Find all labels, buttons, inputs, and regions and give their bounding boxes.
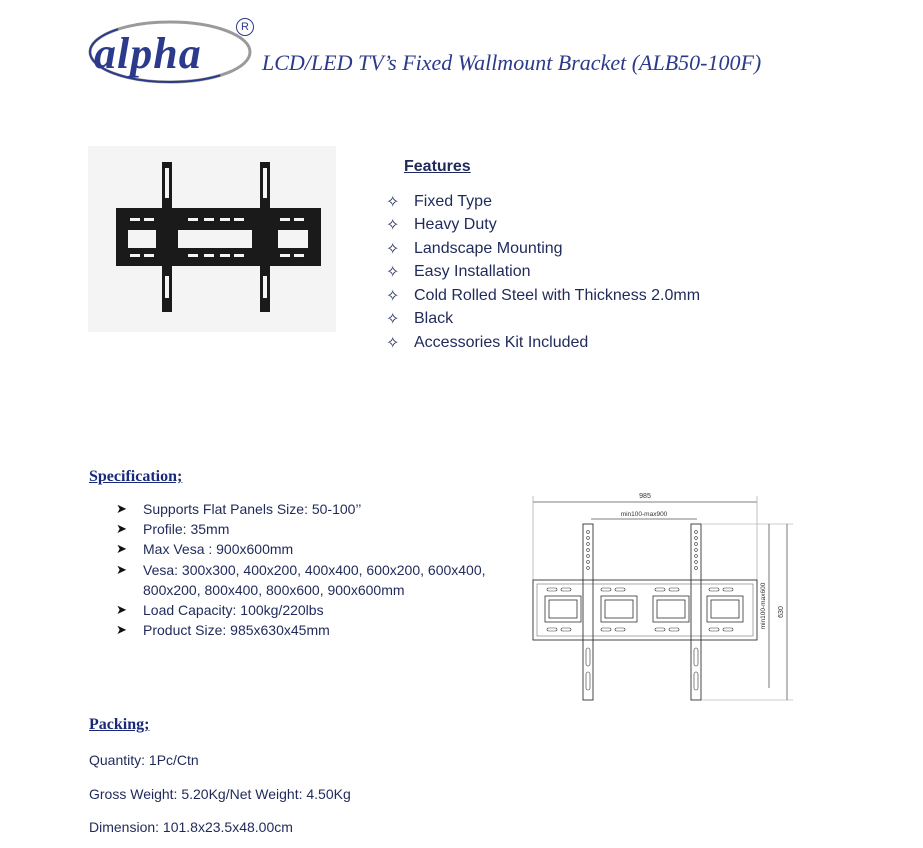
packing-heading: Packing; <box>89 716 150 733</box>
four-point-star-icon: ✧ <box>386 240 400 258</box>
packing-dimension: Dimension: 101.8x23.5x48.00cm <box>89 819 293 835</box>
packing-quantity: Quantity: 1Pc/Ctn <box>89 752 199 768</box>
list-item: ➤ Vesa: 300x300, 400x200, 400x400, 600x200, 600x400, 800x200, 800x400, 800x600, 900x600mm <box>116 561 486 598</box>
vesa-width-label: min100-max900 <box>620 511 668 518</box>
arrow-bullet-icon: ➤ <box>116 622 127 638</box>
features-list <box>386 190 700 355</box>
bracket-dimension-drawing <box>525 488 815 704</box>
four-point-star-icon: ✧ <box>386 217 400 235</box>
list-item: ✧ Heavy Duty <box>386 216 497 235</box>
arrow-bullet-icon: ➤ <box>116 521 127 537</box>
list-item: ✧ Black <box>386 310 454 329</box>
height-dimension-label: 630 <box>778 606 785 618</box>
four-point-star-icon: ✧ <box>386 311 400 329</box>
technical-drawing <box>525 488 815 704</box>
width-dimension-label: 985 <box>639 493 651 500</box>
product-photo <box>88 146 336 332</box>
list-item: ✧ Accessories Kit Included <box>386 333 589 352</box>
arrow-bullet-icon: ➤ <box>116 501 127 516</box>
specification-heading: Specification; <box>89 468 183 485</box>
list-item: ➤ Profile: 35mm <box>116 519 486 539</box>
list-item: ➤ Max Vesa : 900x600mm <box>116 539 486 559</box>
vesa-height-label: min100-max600 <box>760 582 767 630</box>
four-point-star-icon: ✧ <box>386 193 400 211</box>
list-item: ✧ Easy Installation <box>386 263 531 282</box>
arrow-bullet-icon: ➤ <box>116 541 127 557</box>
arrow-bullet-icon: ➤ <box>116 602 127 618</box>
four-point-star-icon: ✧ <box>386 287 400 305</box>
registered-mark-icon: R <box>236 18 254 36</box>
list-item: ✧ Landscape Mounting <box>386 239 563 258</box>
specification-list <box>116 499 486 640</box>
list-item: ➤ Load Capacity: 100kg/220lbs <box>116 600 486 620</box>
page-title: LCD/LED TV’s Fixed Wallmount Bracket (ALB50-100F) <box>262 50 762 75</box>
list-item: ✧ Cold Rolled Steel with Thickness 2.0mm <box>386 286 701 305</box>
four-point-star-icon: ✧ <box>386 264 400 282</box>
list-item: ➤ Product Size: 985x630x45mm <box>116 620 486 640</box>
list-item: ➤ Supports Flat Panels Size: 50-100’’ <box>116 499 486 519</box>
logo-wordmark: alpha <box>94 29 202 78</box>
packing-weight: Gross Weight: 5.20Kg/Net Weight: 4.50Kg <box>89 786 351 802</box>
list-item: ✧ Fixed Type <box>386 192 492 211</box>
bracket-image <box>88 146 336 332</box>
four-point-star-icon: ✧ <box>386 334 400 352</box>
brand-logo <box>88 14 263 86</box>
arrow-bullet-icon: ➤ <box>116 561 127 577</box>
features-heading: Features <box>404 158 471 175</box>
